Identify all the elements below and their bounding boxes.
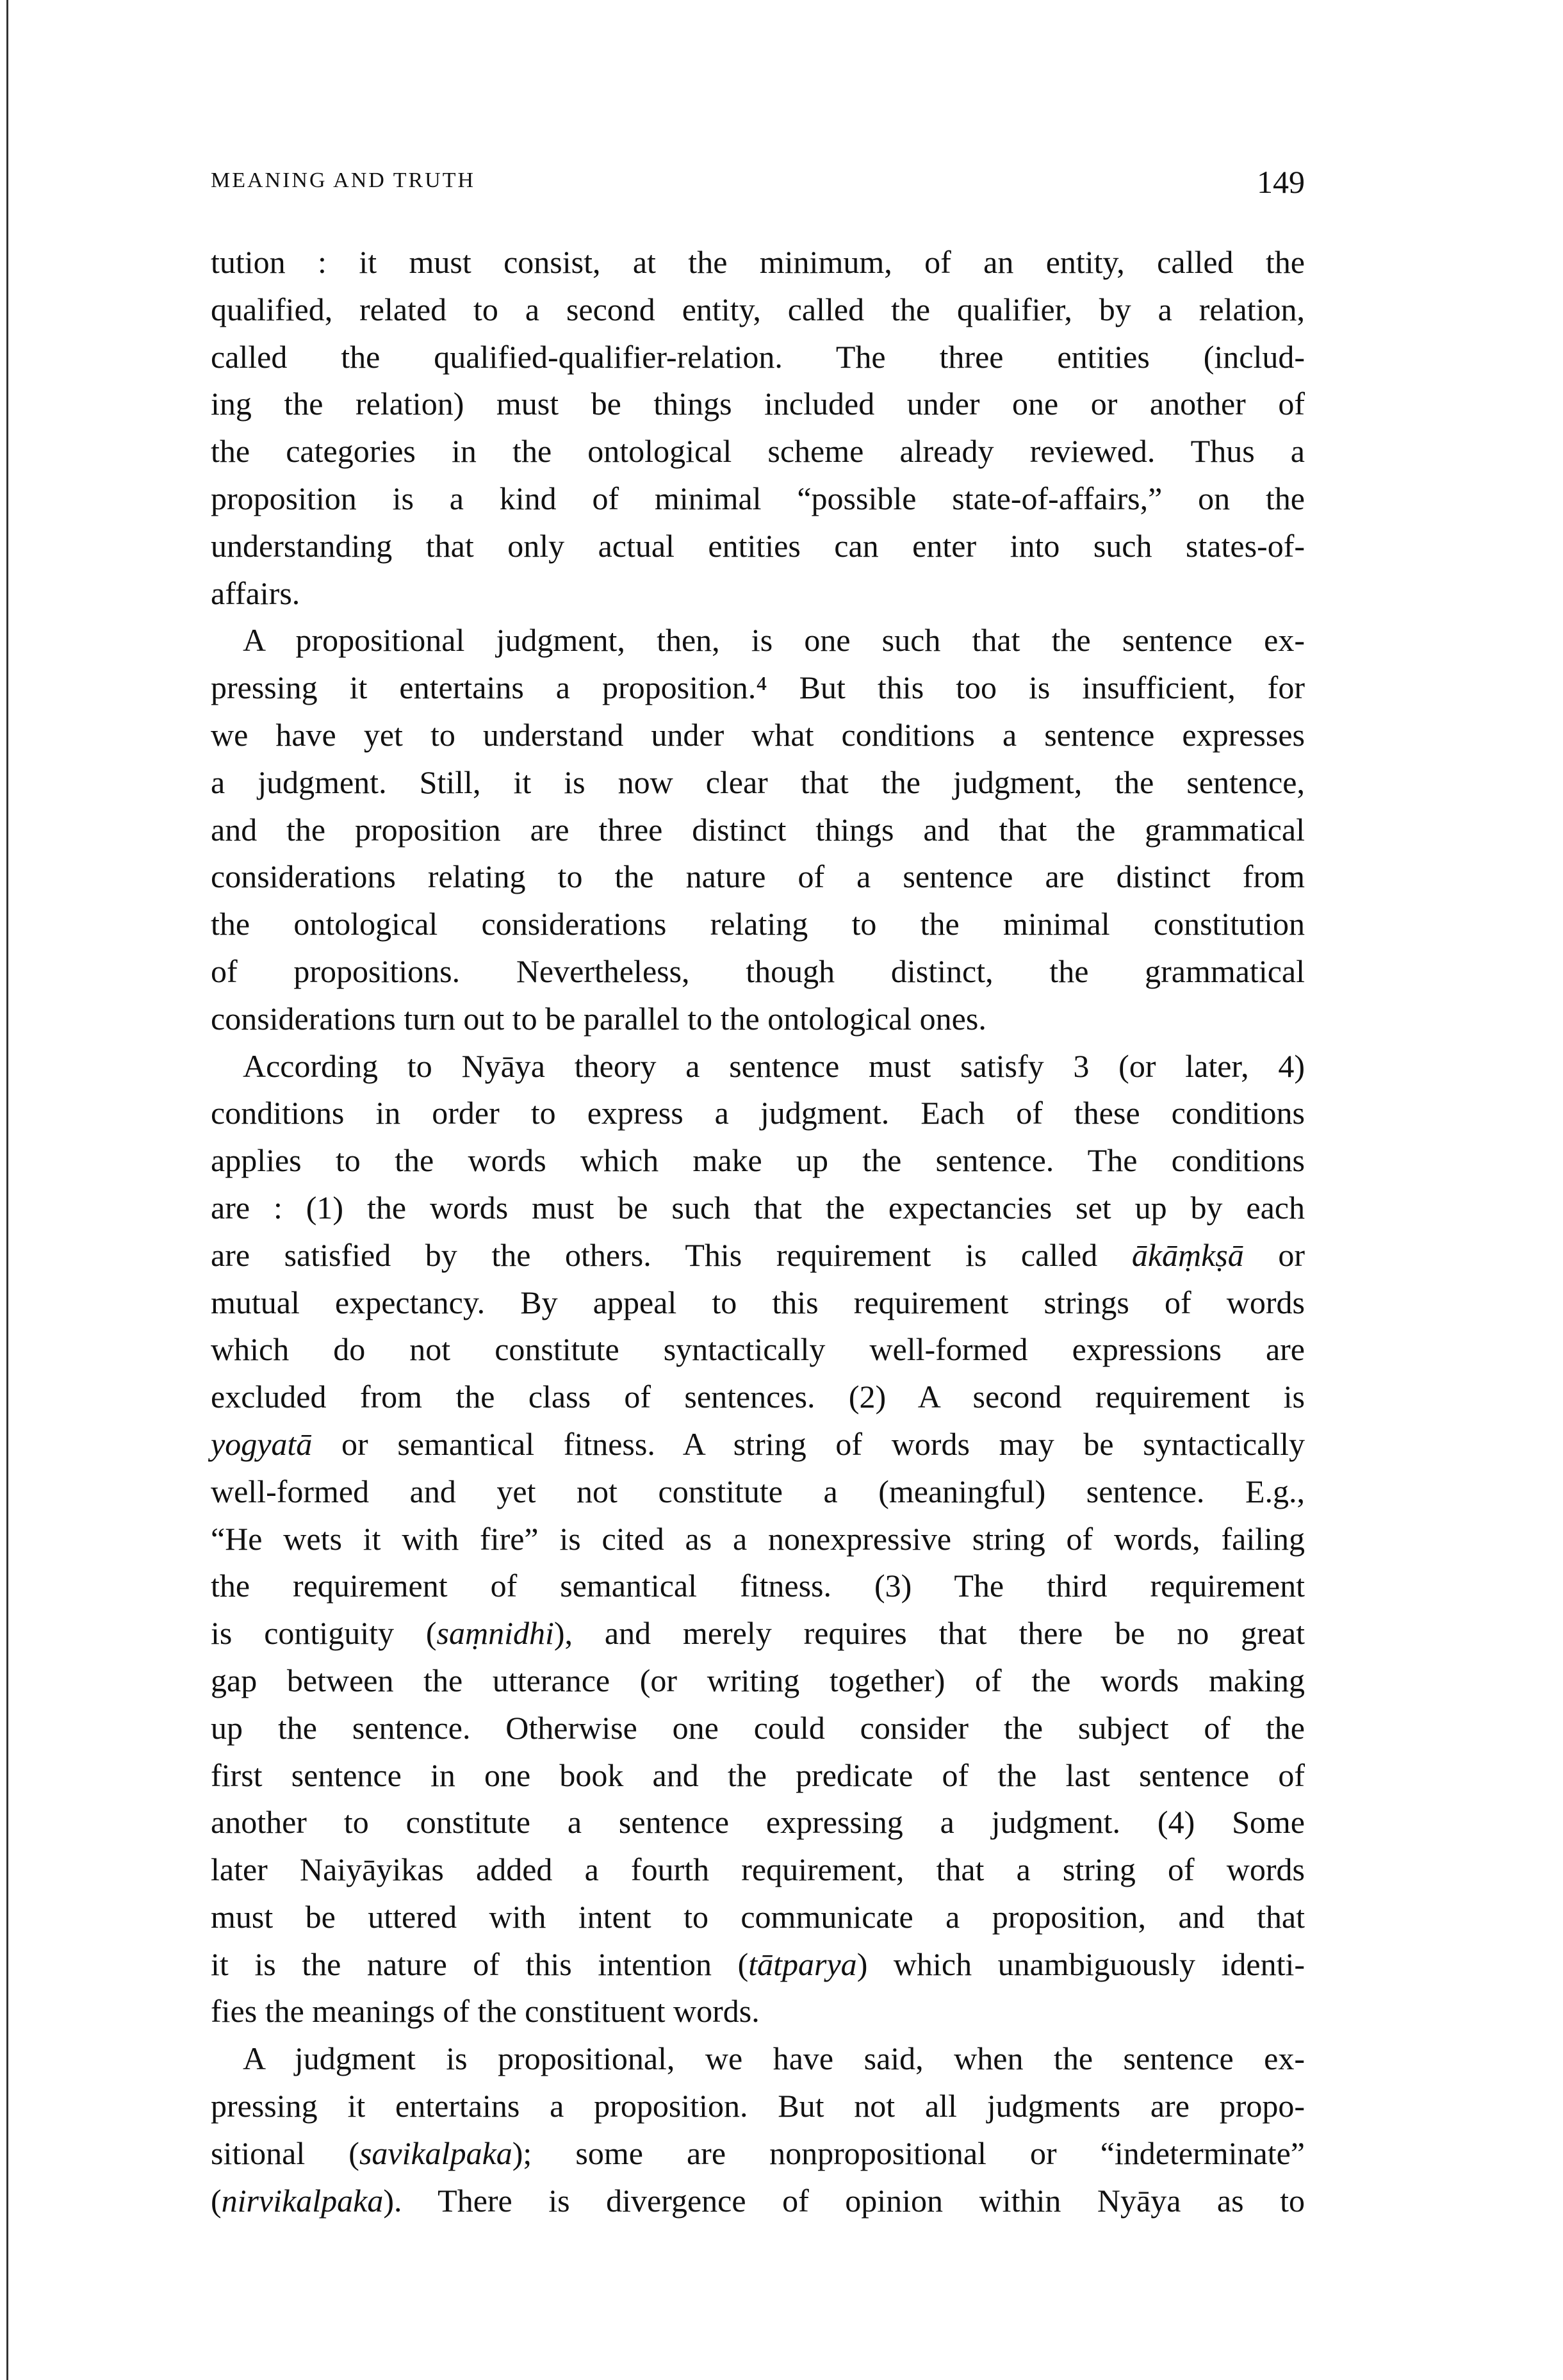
text-segment: or semantical fitness. A string of words may be syntactically xyxy=(312,1425,1305,1462)
text-line xyxy=(211,1799,1305,1846)
text-segment: or xyxy=(1243,1236,1305,1273)
text-segment: up the sentence. Otherwise one could consider the subject of the xyxy=(211,1709,1305,1746)
text-line xyxy=(211,1137,1305,1185)
text-segment: we have yet to understand under what conditions a sentence expresses xyxy=(211,716,1305,753)
text-line xyxy=(211,2178,1305,2225)
text-segment: the ontological considerations relating to the minimal constitution xyxy=(211,906,1305,942)
text-line xyxy=(211,807,1305,854)
text-segment: pressing it entertains a proposition.⁴ But this too is insufficient, for xyxy=(211,669,1305,706)
text-line xyxy=(211,1468,1305,1516)
text-segment: A propositional judgment, then, is one such that the sentence ex- xyxy=(243,622,1305,659)
text-line xyxy=(211,664,1305,712)
text-line xyxy=(211,428,1305,475)
italic-term: yogyatā xyxy=(211,1425,313,1462)
text-segment: another to constitute a sentence expressing a judgment. (4) Some xyxy=(211,1804,1305,1841)
text-segment: ). There is divergence of opinion within Nyāya as to xyxy=(383,2182,1305,2219)
text-segment: excluded from the class of sentences. (2) A second requirement is xyxy=(211,1379,1305,1415)
italic-term: savikalpaka xyxy=(359,2135,512,2171)
text-segment: called the qualified-qualifier-relation. The three entities (includ- xyxy=(211,338,1305,375)
page-number: 149 xyxy=(1257,164,1305,200)
text-segment: the categories in the ontological scheme already reviewed. Thus a xyxy=(211,433,1305,470)
text-segment: is contiguity ( xyxy=(211,1615,437,1652)
text-line xyxy=(211,1374,1305,1421)
text-line xyxy=(211,901,1305,948)
text-line xyxy=(211,1326,1305,1374)
text-segment: the requirement of semantical fitness. (3) The third requirement xyxy=(211,1568,1305,1604)
text-line xyxy=(211,853,1305,901)
text-line xyxy=(211,1421,1305,1468)
text-line xyxy=(211,1516,1305,1563)
text-line xyxy=(211,712,1305,759)
text-line xyxy=(211,1657,1305,1705)
text-line xyxy=(211,286,1305,334)
text-segment: of propositions. Nevertheless, though distinct, the grammatical xyxy=(211,953,1305,989)
italic-term: tātparya xyxy=(748,1946,857,1982)
text-line xyxy=(211,617,1305,664)
text-line xyxy=(211,334,1305,381)
text-segment: mutual expectancy. By appeal to this requirement strings of words xyxy=(211,1284,1305,1320)
italic-term: ākāṃkṣā xyxy=(1131,1236,1244,1273)
text-segment: A judgment is propositional, we have said, when the sentence ex- xyxy=(243,2040,1305,2077)
text-segment: considerations relating to the nature of a sentence are distinct from xyxy=(211,858,1305,895)
body-text xyxy=(211,239,1305,2224)
text-segment: are satisfied by the others. This requirement is called xyxy=(211,1236,1132,1273)
text-segment: are : (1) the words must be such that the expectancies set up by each xyxy=(211,1189,1305,1226)
text-segment: ) which unambiguously identi- xyxy=(856,1946,1305,1982)
text-line xyxy=(211,1988,1305,2035)
text-segment: gap between the utterance (or writing together) of the words making xyxy=(211,1662,1305,1698)
text-line xyxy=(211,2130,1305,2178)
italic-term: saṃnidhi xyxy=(436,1615,554,1652)
text-segment: ), and merely requires that there be no great xyxy=(553,1615,1305,1652)
text-segment: which do not constitute syntactically well-formed expressions are xyxy=(211,1331,1305,1368)
text-line xyxy=(211,1043,1305,1090)
text-line xyxy=(211,1232,1305,1279)
text-segment: ); some are nonpropositional or “indeterminate” xyxy=(512,2135,1305,2171)
text-segment: must be uttered with intent to communicate a proposition, and that xyxy=(211,1898,1305,1935)
text-line xyxy=(211,1563,1305,1610)
italic-term: nirvikalpaka xyxy=(221,2182,384,2219)
running-title: MEANING AND TRUTH xyxy=(211,168,476,192)
text-segment: ( xyxy=(211,2182,222,2219)
text-segment: considerations turn out to be parallel to the ontological ones. xyxy=(211,1000,986,1037)
text-segment: conditions in order to express a judgment. Each of these conditions xyxy=(211,1095,1305,1131)
text-line xyxy=(211,1610,1305,1657)
text-line xyxy=(211,475,1305,523)
text-line xyxy=(211,1705,1305,1752)
text-segment: According to Nyāya theory a sentence must satisfy 3 (or later, 4) xyxy=(243,1047,1305,1084)
text-line xyxy=(211,1185,1305,1232)
text-line xyxy=(211,996,1305,1043)
text-line xyxy=(211,1752,1305,1800)
text-line xyxy=(211,523,1305,570)
text-segment: well-formed and yet not constitute a (meaningful) sentence. E.g., xyxy=(211,1473,1305,1509)
text-segment: tution : it must consist, at the minimum, of an entity, called the xyxy=(211,244,1305,280)
text-line xyxy=(211,381,1305,428)
text-segment: fies the meanings of the constituent words. xyxy=(211,1993,760,2030)
text-line xyxy=(211,1279,1305,1327)
text-line xyxy=(211,948,1305,996)
text-line xyxy=(211,2083,1305,2130)
text-segment: later Naiyāyikas added a fourth requirement, that a string of words xyxy=(211,1851,1305,1888)
text-segment: and the proposition are three distinct things and that the grammatical xyxy=(211,811,1305,848)
text-segment: applies to the words which make up the sentence. The conditions xyxy=(211,1142,1305,1179)
text-segment: first sentence in one book and the predicate of the last sentence of xyxy=(211,1757,1305,1793)
scan-edge-line xyxy=(6,0,8,2380)
text-segment: understanding that only actual entities can enter into such states-of- xyxy=(211,527,1305,564)
text-segment: proposition is a kind of minimal “possible state-of-affairs,” on the xyxy=(211,480,1305,516)
text-segment: affairs. xyxy=(211,575,300,611)
text-line xyxy=(211,1894,1305,1941)
text-line xyxy=(211,2035,1305,2083)
text-line xyxy=(211,1846,1305,1894)
text-segment: qualified, related to a second entity, called the qualifier, by a relation, xyxy=(211,291,1305,327)
text-segment: “He wets it with fire” is cited as a nonexpressive string of words, failing xyxy=(211,1520,1305,1557)
text-segment: pressing it entertains a proposition. But not all judgments are propo- xyxy=(211,2088,1305,2124)
text-line xyxy=(211,759,1305,807)
text-line xyxy=(211,239,1305,286)
text-segment: sitional ( xyxy=(211,2135,359,2171)
text-segment: ing the relation) must be things included under one or another of xyxy=(211,386,1305,422)
running-header xyxy=(211,163,1305,202)
text-line xyxy=(211,1941,1305,1989)
text-line xyxy=(211,1090,1305,1137)
text-segment: it is the nature of this intention ( xyxy=(211,1946,749,1982)
text-segment: a judgment. Still, it is now clear that the judgment, the sentence, xyxy=(211,764,1305,800)
text-line xyxy=(211,570,1305,618)
